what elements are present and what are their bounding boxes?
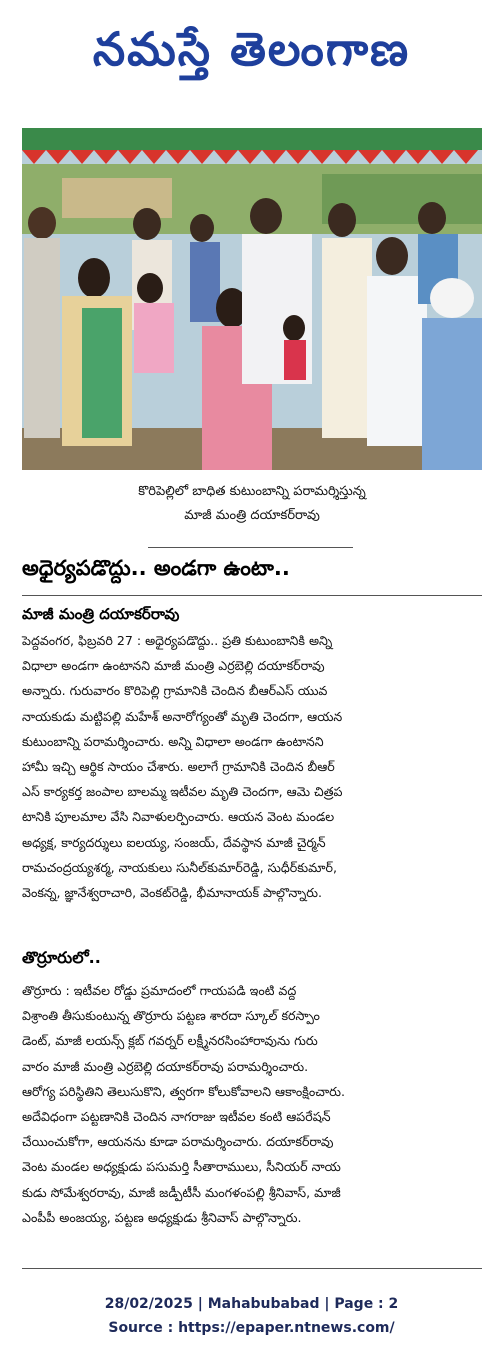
article-byline: మాజీ మంత్రి దయాకర్‌రావు xyxy=(22,605,180,623)
footer-edition-info: 28/02/2025 | Mahabubabad | Page : 2 xyxy=(104,1296,399,1312)
caption-line-2: మాజీ మంత్రి దయాకర్‌రావు xyxy=(184,508,320,523)
news-photo xyxy=(22,128,482,470)
article-headline: అధైర్యపడొద్దు.. అండగా ఉంటా.. xyxy=(22,556,290,580)
footer-source-link[interactable]: Source : https://epaper.ntnews.com/ xyxy=(108,1320,395,1336)
newspaper-masthead xyxy=(0,0,503,110)
article-subhead: తొర్రూరులో.. xyxy=(22,948,101,967)
article-end-divider xyxy=(22,1268,482,1269)
photo-caption xyxy=(30,480,474,528)
article-paragraph-1: పెద్దవంగర, ఫిబ్రవరి 27 : అధైర్యపడొద్దు.. ప్రతి కుటుంబానికి అన్ని విధాలా అండగా ఉంటానని మాజీ మంత్రి ఎర్రబెల్లి దయాకర్‌రావు అన్నారు. గురువారం కొరిపెల్లి గ్రామానికి చెందిన బీఆర్‌ఎస్ యువ నాయకుడు మట్టిపల్లి మహేశ్ అనారోగ్యంతో మృతి చెందగా, ఆయన కుటుంబాన్ని పరామర్శించారు. అన్ని విధాలా అండగా ఉంటానని హామీ ఇచ్చి ఆర్థిక సాయం చేశారు. అలాగే గ్రామానికి చెందిన బీఆర్ ఎస్ కార్యకర్త జంపాల బాలమ్మ ఇటీవల మృతి చెందగా, ఆమె చిత్రప టానికి పూలమాల వేసి నివాళులర్పించారు. ఆయన వెంట మండల అధ్యక్ష, కార్యదర్శులు ఐలయ్య, సంజయ్, దేవస్థాన మాజీ చైర్మన్ రామచంద్రయ్యశర్మ, నాయకులు సునీల్‌కుమార్‌రెడ్డి, సుధీర్‌కుమార్, వెంకన్న, జ్ఞానేశ్వరాచారి, వెంకట్‌రెడ్డి, భీమానాయక్ పాల్గొన్నారు. xyxy=(22,633,343,901)
headline-divider xyxy=(22,595,482,596)
caption-divider xyxy=(148,547,353,548)
caption-line-1: కొరిపెల్లిలో బాధిత కుటుంబాన్ని పరామర్శిస్తున్న xyxy=(138,484,366,499)
masthead-title: నమస్తే తెలంగాణ xyxy=(92,22,411,76)
photo-illustration xyxy=(22,128,482,470)
article-paragraph-2: తొర్రూరు : ఇటీవల రోడ్డు ప్రమాదంలో గాయపడి ఇంటి వద్ద విశ్రాంతి తీసుకుంటున్న తొర్రూరు పట్టణ శారదా స్కూల్ కరస్పాం డెంట్, మాజీ లయన్స్ క్లబ్ గవర్నర్ లక్ష్మీనరసింహారావును గురు వారం మాజీ మంత్రి ఎర్రబెల్లి దయాకర్‌రావు పరామర్శించారు. ఆరోగ్య పరిస్థితిని తెలుసుకొని, త్వరగా కోలుకోవాలని ఆకాంక్షించారు. అదేవిధంగా పట్టణానికి చెందిన నాగరాజు ఇటీవల కంటి ఆపరేషన్ చేయించుకోగా, ఆయనను కూడా పరామర్శించారు. దయాకర్‌రావు వెంట మండల అధ్యక్షుడు పసుమర్తి సీతారాములు, సీనియర్ నాయ కుడు సోమేశ్వరరావు, మాజీ జడ్పీటీసీ మంగళంపల్లి శ్రీనివాస్, మాజీ ఎంపీపీ అంజయ్య, పట్టణ అధ్యక్షుడు శ్రీనివాస్ పాల్గొన్నారు. xyxy=(22,983,345,1225)
